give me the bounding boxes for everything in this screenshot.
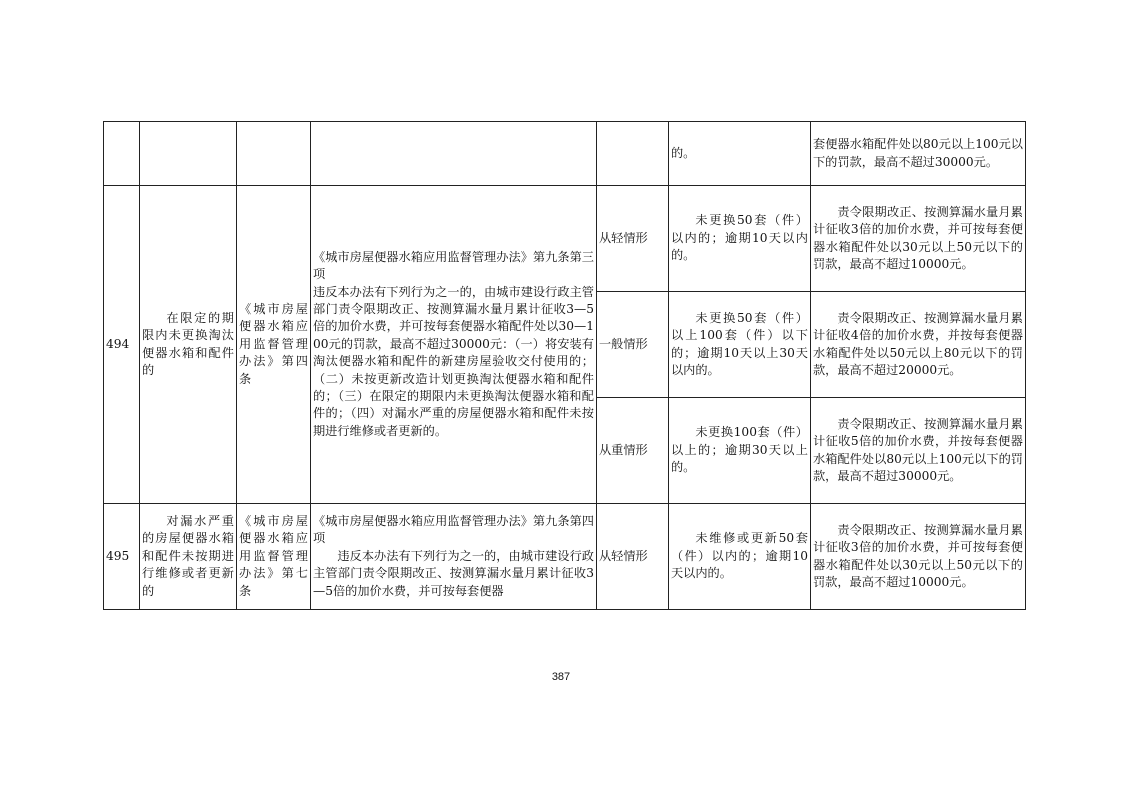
penalty-standard: 责令限期改正、按测算漏水量月累计征收5倍的加价水费，并按每套便器水箱配件处以80元以上100元以下的罚款，最高不超过30000元。 — [811, 398, 1026, 504]
circumstance-label: 从轻情形 — [597, 504, 669, 610]
provision-body: 违反本办法有下列行为之一的，由城市建设行政主管部门责令限期改正、按测算漏水量月累计征收3—5倍的加价水费，并可按每套便器 — [313, 548, 594, 598]
row-number: 495 — [104, 504, 140, 610]
violation-item: 在限定的期限内未更换淘汰便器水箱和配件的 — [140, 186, 237, 504]
provision-title: 《城市房屋便器水箱应用监督管理办法》第九条第三项 — [313, 249, 594, 282]
circumstance-label: 从轻情形 — [597, 186, 669, 292]
penalty-cell: 套便器水箱配件处以80元以上100元以下的罚款，最高不超过30000元。 — [811, 122, 1026, 186]
provision-body: 违反本办法有下列行为之一的，由城市建设行政主管部门责令限期改正、按测算漏水量月累计征收3—5倍的加价水费，并可按每套便器水箱配件处以30—100元的罚款，最高不超过30000元：（一）将安装有淘汰便器水箱和配件的新建房屋验收交付使用的；（二）未按更新改造计划更换淘汰便器水箱和配件的；（三）在限定的期限内未更换淘汰便器水箱和配件的；（四）对漏水严重的房屋便器水箱和配件未按期进行维修或者更新的。 — [313, 284, 594, 438]
item-cell — [140, 122, 237, 186]
violation-item: 对漏水严重的房屋便器水箱和配件未按期进行维修或者更新的 — [140, 504, 237, 610]
basis-cell — [237, 122, 311, 186]
legal-basis: 《城市房屋便器水箱应用监督管理办法》第七条 — [237, 504, 311, 610]
table-row-494-light — [104, 186, 1026, 292]
circumstance-detail: 未更换100套（件）以上的；逾期30天以上的。 — [669, 398, 811, 504]
detail-cell: 的。 — [669, 122, 811, 186]
penalty-standard-table — [103, 121, 1026, 610]
condition-cell — [597, 122, 669, 186]
table-row-continuation — [104, 122, 1026, 186]
penalty-provision — [311, 186, 597, 504]
penalty-provision — [311, 504, 597, 610]
provision-title: 《城市房屋便器水箱应用监督管理办法》第九条第四项 — [313, 513, 594, 546]
circumstance-detail: 未更换50套（件）以上100套（件）以下的；逾期10天以上30天以内的。 — [669, 292, 811, 398]
number-cell — [104, 122, 140, 186]
penalty-standard: 责令限期改正、按测算漏水量月累计征收3倍的加价水费，并可按每套便器水箱配件处以30元以上50元以下的罚款，最高不超过10000元。 — [811, 186, 1026, 292]
penalty-standard: 责令限期改正、按测算漏水量月累计征收4倍的加价水费，并按每套便器水箱配件处以50元以上80元以下的罚款，最高不超过20000元。 — [811, 292, 1026, 398]
penalty-standard: 责令限期改正、按测算漏水量月累计征收3倍的加价水费，并可按每套便器水箱配件处以30元以上50元以下的罚款，最高不超过10000元。 — [811, 504, 1026, 610]
circumstance-label: 一般情形 — [597, 292, 669, 398]
legal-basis: 《城市房屋便器水箱应用监督管理办法》第四条 — [237, 186, 311, 504]
circumstance-detail: 未更换50套（件）以内的；逾期10天以内的。 — [669, 186, 811, 292]
provision-cell — [311, 122, 597, 186]
table-row-495-light — [104, 504, 1026, 610]
circumstance-label: 从重情形 — [597, 398, 669, 504]
page-number: 387 — [551, 671, 571, 683]
circumstance-detail: 未维修或更新50套（件）以内的；逾期10天以内的。 — [669, 504, 811, 610]
row-number: 494 — [104, 186, 140, 504]
